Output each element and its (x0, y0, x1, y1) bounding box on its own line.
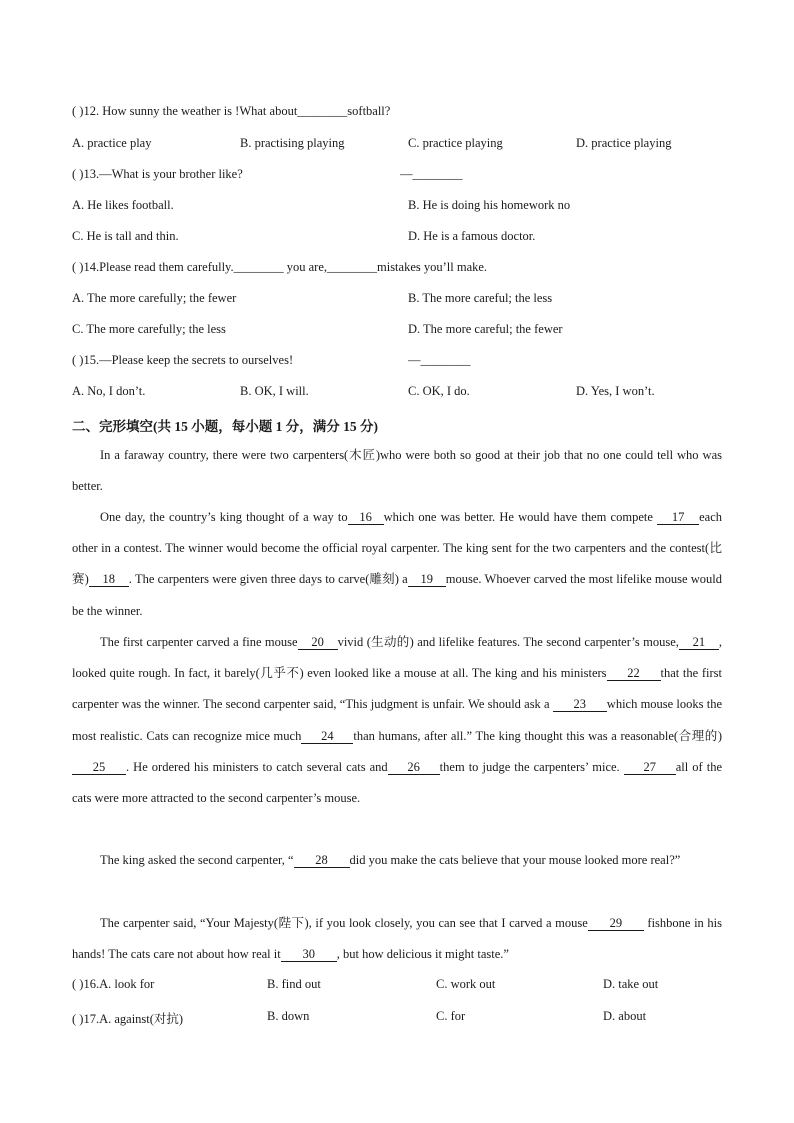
question-17-option-b: B. down (267, 1009, 310, 1023)
question-14-option-b: B. The more careful; the less (408, 291, 553, 305)
passage-text: vivid (生动的) and lifelike features. The second carpenter’s mouse, (337, 635, 679, 649)
question-12-stem: ( )12. How sunny the weather is !What about________softball? (72, 104, 391, 118)
passage-text: did you make the cats believe that your mouse looked more real?” (349, 853, 681, 867)
passage-text: . The carpenters were given three days to carve(雕刻) a (128, 572, 408, 587)
section-heading: 二、完形填空(共 15 小题，每小题 1 分，满分 15 分) (72, 419, 378, 434)
question-16-stem: ( )16.A. look for (72, 977, 155, 991)
passage-text: In a faraway country, there were two carpenters(木匠)who were both so good at their job that no one could tell who was better. (72, 448, 722, 494)
blank-16: 16 (348, 510, 384, 525)
passage-text: all of the cats were more attracted to the second carpenter’s mouse. (72, 759, 722, 806)
question-15-stem: ( )15.—Please keep the secrets to ourselves! (72, 353, 294, 367)
blank-30: 30 (281, 947, 337, 962)
passage-text: The first carpenter carved a fine mouse (100, 635, 298, 649)
question-15-option-b: B. OK, I will. (240, 384, 309, 398)
passage-text: The carpenter said, “Your Majesty(陛下), if you look closely, you can see that I carved a mouse (100, 916, 588, 930)
question-12-option-a: A. practice play (72, 136, 152, 150)
passage-text: The king asked the second carpenter, “ (100, 853, 294, 867)
blank-27: 27 (624, 760, 676, 775)
question-14-option-c: C. The more carefully; the less (72, 322, 226, 336)
blank-23: 23 (553, 697, 607, 712)
passage-text: each other in a contest. The winner would become the official royal carpenter. The king sent for the two carpenters and the contest(比赛) (72, 510, 722, 587)
blank-28: 28 (294, 853, 350, 868)
question-13-option-a: A. He likes football. (72, 198, 174, 212)
question-17-option-c: C. for (436, 1009, 466, 1023)
passage-text: One day, the country’s king thought of a way to (100, 510, 348, 524)
passage-text: which one was better. He would have them compete (383, 510, 658, 524)
blank-22: 22 (607, 666, 661, 681)
question-13-answer-line: —________ (400, 167, 463, 181)
passage-text: them to judge the carpenters’ mice. (439, 759, 624, 774)
passage-text: . He ordered his ministers to catch several cats and (126, 759, 388, 774)
question-14-stem: ( )14.Please read them carefully.________ you are,________mistakes you’ll make. (72, 260, 488, 274)
question-12-option-b: B. practising playing (240, 136, 345, 150)
question-17-option-d: D. about (603, 1009, 647, 1023)
question-15-option-a: A. No, I don’t. (72, 384, 146, 398)
passage-paragraph-4 (72, 845, 722, 876)
question-13-option-c: C. He is tall and thin. (72, 229, 179, 243)
question-16-option-d: D. take out (603, 977, 659, 991)
passage-paragraph-2 (72, 502, 722, 627)
passage-text: , but how delicious it might taste.” (336, 947, 509, 962)
blank-17: 17 (657, 510, 699, 525)
question-13-option-b: B. He is doing his homework no (408, 198, 571, 212)
passage-text: which mouse looks the most realistic. Cats can recognize mice much (72, 697, 722, 743)
question-17-stem: ( )17.A. against(对抗) (72, 1012, 184, 1026)
question-16-option-c: C. work out (436, 977, 496, 991)
question-14-option-d: D. The more careful; the fewer (408, 322, 563, 336)
passage-text: that the first carpenter was the winner. The second carpenter said, “This judgment is unfair. We should ask a (72, 666, 722, 712)
blank-18: 18 (89, 572, 129, 587)
blank-21: 21 (679, 635, 719, 650)
blank-24: 24 (301, 729, 353, 744)
question-14-option-a: A. The more carefully; the fewer (72, 291, 237, 305)
question-15-option-c: C. OK, I do. (408, 384, 470, 398)
blank-26: 26 (388, 760, 440, 775)
passage-text: than humans, after all.” The king thought this was a reasonable(合理的) (353, 728, 722, 743)
question-13-stem: ( )13.—What is your brother like? (72, 167, 243, 181)
blank-29: 29 (588, 916, 644, 931)
passage-text: mouse. Whoever carved the most lifelike mouse would be the winner. (72, 572, 723, 618)
passage-paragraph-1 (72, 440, 722, 502)
question-15-option-d: D. Yes, I won’t. (576, 384, 655, 398)
question-12-option-d: D. practice playing (576, 136, 672, 150)
passage-paragraph-5 (72, 908, 722, 970)
question-12-option-c: C. practice playing (408, 136, 503, 150)
blank-19: 19 (408, 572, 446, 587)
passage-text: , looked quite rough. In fact, it barely(几乎不) even looked like a mouse at all. The king and his ministers (72, 635, 723, 681)
question-15-answer-line: —________ (408, 353, 471, 367)
blank-25: 25 (72, 760, 126, 775)
passage-paragraph-3 (72, 627, 722, 814)
passage-text: fishbone in his hands! The cats care not about how real it (72, 916, 722, 962)
blank-20: 20 (298, 635, 338, 650)
question-16-option-b: B. find out (267, 977, 321, 991)
question-13-option-d: D. He is a famous doctor. (408, 229, 536, 243)
